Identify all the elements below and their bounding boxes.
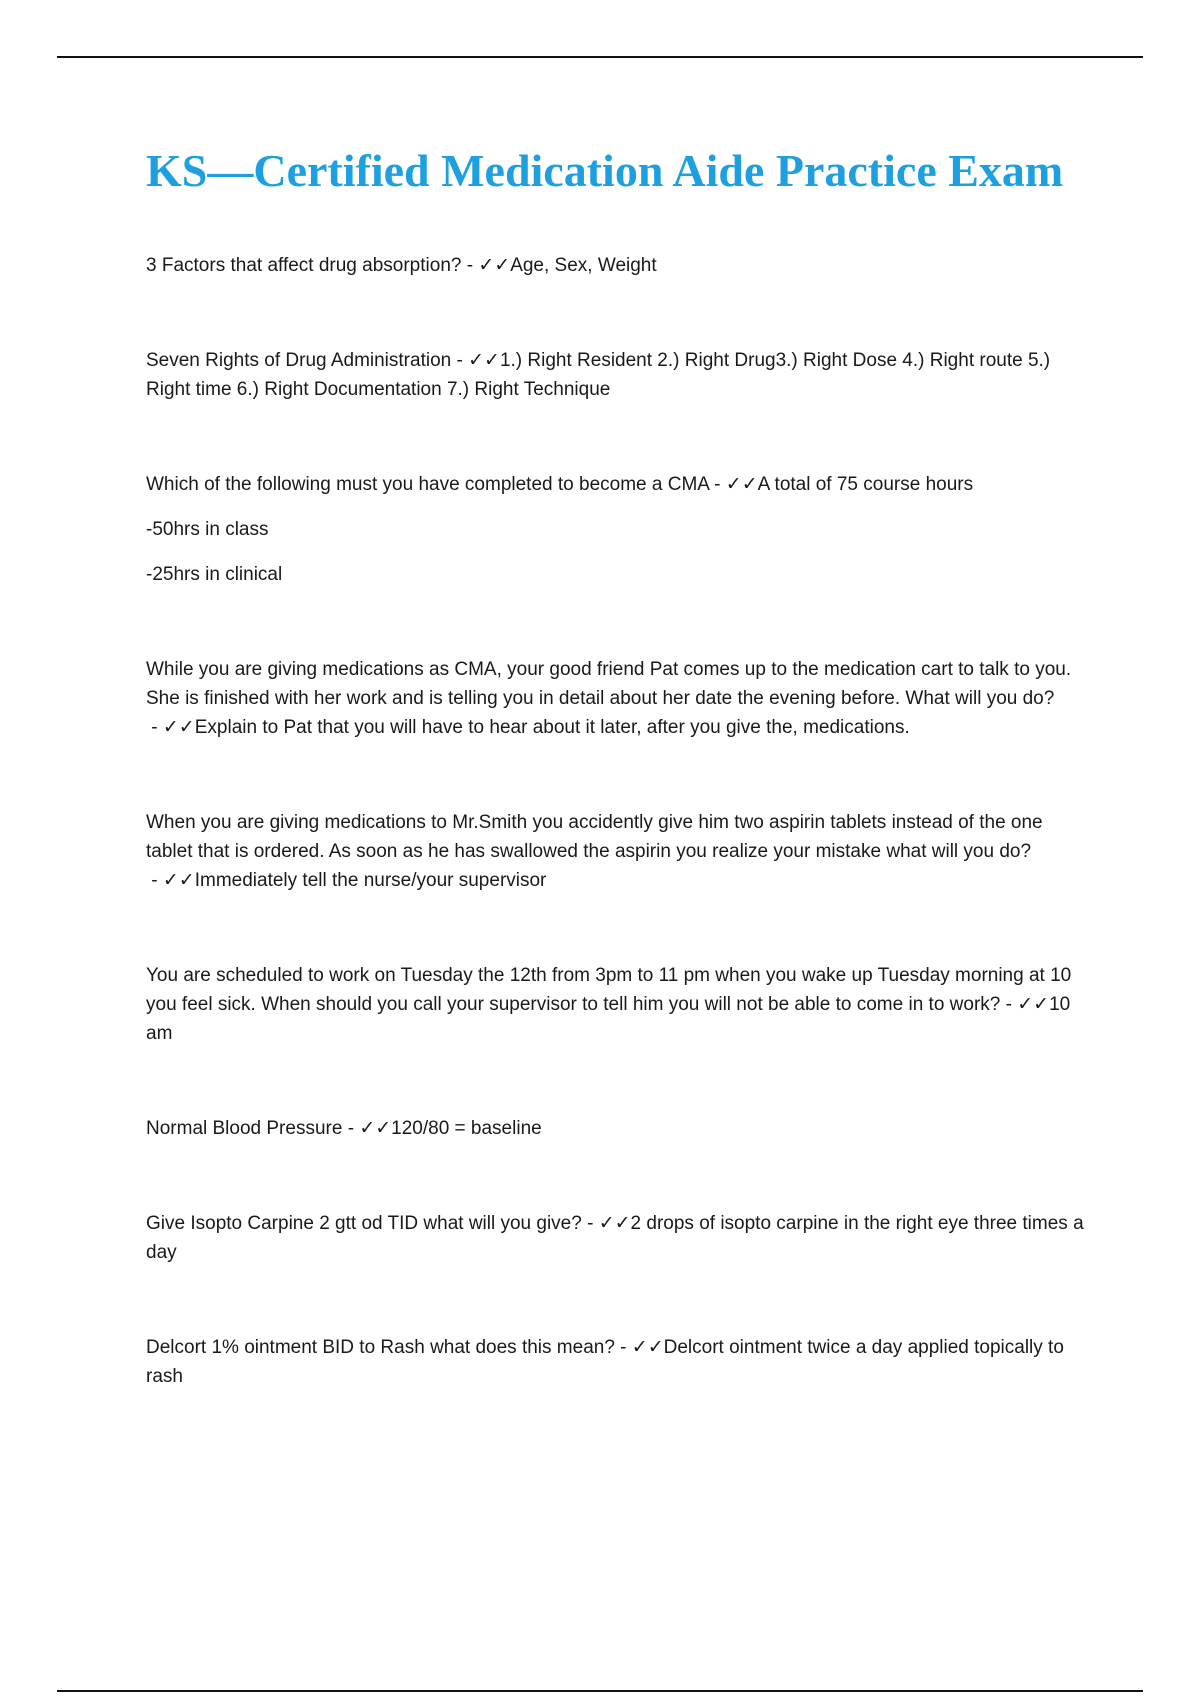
bottom-rule bbox=[57, 1690, 1143, 1692]
answer-detail-line: -25hrs in clinical bbox=[146, 564, 283, 585]
double-check-icon: ✓✓ bbox=[1017, 994, 1050, 1015]
separator: - bbox=[461, 255, 479, 276]
qa-item bbox=[146, 1114, 1086, 1143]
answer-text: Delcort ointment twice a day applied topically to rash bbox=[146, 1337, 1064, 1387]
qa-line bbox=[146, 655, 1086, 742]
top-rule bbox=[57, 56, 1143, 58]
qa-line bbox=[146, 1333, 1086, 1391]
question-text: 3 Factors that affect drug absorption? bbox=[146, 255, 462, 276]
document-body bbox=[146, 143, 1086, 1391]
separator: - bbox=[1000, 994, 1018, 1015]
separator: - bbox=[342, 1118, 360, 1139]
qa-item bbox=[146, 808, 1086, 895]
qa-item bbox=[146, 470, 1086, 589]
qa-item bbox=[146, 961, 1086, 1048]
question-text: Which of the following must you have completed to become a CMA bbox=[146, 474, 709, 495]
qa-list bbox=[146, 251, 1086, 1391]
separator: - bbox=[614, 1337, 632, 1358]
question-text: You are scheduled to work on Tuesday the 12th from 3pm to 11 pm when you wake up Tuesday morning at 10 you feel sick. When should you call your supervisor to tell him you will not be able to come in to work? bbox=[146, 965, 1072, 1015]
answer-detail-line: -50hrs in class bbox=[146, 519, 269, 540]
qa-line bbox=[146, 961, 1086, 1048]
answer-text: 1.) Right Resident 2.) Right Drug3.) Right Dose 4.) Right route 5.) Right time 6.) Right Documentation 7.) Right Technique bbox=[146, 350, 1051, 400]
double-check-icon: ✓✓ bbox=[725, 474, 758, 495]
question-text: Delcort 1% ointment BID to Rash what does this mean? bbox=[146, 1337, 615, 1358]
qa-item bbox=[146, 1333, 1086, 1391]
separator: - bbox=[146, 717, 163, 738]
document-title: KS—Certified Medication Aide Practice Exam bbox=[146, 145, 1064, 196]
separator: - bbox=[451, 350, 469, 371]
double-check-icon: ✓✓ bbox=[478, 255, 511, 276]
qa-item bbox=[146, 1209, 1086, 1267]
double-check-icon: ✓✓ bbox=[359, 1118, 392, 1139]
double-check-icon: ✓✓ bbox=[631, 1337, 664, 1358]
question-text: Normal Blood Pressure bbox=[146, 1118, 343, 1139]
double-check-icon: ✓✓ bbox=[162, 870, 195, 891]
qa-line bbox=[146, 808, 1086, 895]
qa-line bbox=[146, 346, 1086, 404]
question-text: Give Isopto Carpine 2 gtt od TID what will you give? bbox=[146, 1213, 582, 1234]
qa-line bbox=[146, 470, 1086, 499]
qa-line bbox=[146, 251, 1086, 280]
qa-item bbox=[146, 655, 1086, 742]
answer-text: 120/80 = baseline bbox=[391, 1118, 542, 1139]
double-check-icon: ✓✓ bbox=[598, 1213, 631, 1234]
answer-text: 10 am bbox=[146, 994, 1071, 1044]
qa-item bbox=[146, 251, 1086, 280]
answer-text: Age, Sex, Weight bbox=[510, 255, 657, 276]
double-check-icon: ✓✓ bbox=[162, 717, 195, 738]
answer-text: A total of 75 course hours bbox=[757, 474, 974, 495]
answer-text: Explain to Pat that you will have to hear about it later, after you give the, medications. bbox=[194, 717, 910, 738]
qa-line bbox=[146, 1209, 1086, 1267]
question-text: Seven Rights of Drug Administration bbox=[146, 350, 452, 371]
question-text: While you are giving medications as CMA, your good friend Pat comes up to the medication cart to talk to you. She is finished with her work and is telling you in detail about her date the evening before. What will you do? bbox=[146, 659, 1072, 709]
question-text: When you are giving medications to Mr.Smith you accidently give him two aspirin tablets instead of the one tablet that is ordered. As soon as he has swallowed the aspirin you realize your mistake what will you do? bbox=[146, 812, 1043, 862]
separator: - bbox=[581, 1213, 599, 1234]
qa-line bbox=[146, 1114, 1086, 1143]
double-check-icon: ✓✓ bbox=[468, 350, 500, 371]
separator: - bbox=[708, 474, 726, 495]
answer-text: 2 drops of isopto carpine in the right eye three times a day bbox=[146, 1213, 1084, 1263]
separator: - bbox=[146, 870, 163, 891]
answer-text: Immediately tell the nurse/your supervisor bbox=[194, 870, 547, 891]
qa-item bbox=[146, 346, 1086, 404]
